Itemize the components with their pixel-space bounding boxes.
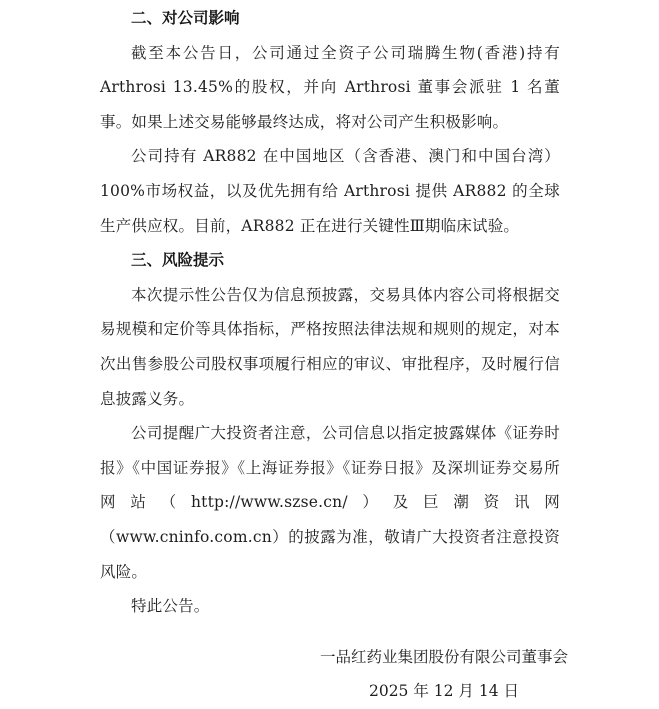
para-ar882-rights: 公司持有 AR882 在中国地区（含香港、澳门和中国台湾）100%市场权益，以及优先拥有给 Arthrosi 提供 AR882 的全球生产供应权。目前，AR882 正在进行关键性Ⅲ期临床试验。 [100, 147, 560, 235]
announcement-date: 2025 年 12 月 14 日 [368, 682, 519, 701]
board-signature: 一品红药业集团股份有限公司董事会 [319, 647, 568, 666]
para-media-disclosure: 公司提醒广大投资者注意，公司信息以指定披露媒体《证券时报》《中国证券报》《上海证券报》《证券日报》及深圳证券交易所网站（http://www.szse.cn/）及巨潮资讯网（www.cninfo.com.cn）的披露为准，敬请广大投资者注意投资风险。 [100, 424, 560, 581]
closing-block [320, 640, 568, 709]
para-hereby-announce: 特此公告。 [131, 597, 210, 616]
heading-section-company-impact: 二、对公司影响 [131, 8, 240, 27]
para-risk-disclosure: 本次提示性公告仅为信息预披露，交易具体内容公司将根据交易规模和定价等具体指标，严格按照法律法规和规则的规定，对本次出售参股公司股权事项履行相应的审议、审批程序，及时履行信息披露义务。 [100, 285, 560, 408]
heading-section-risk-notice: 三、风险提示 [131, 250, 225, 270]
para-arthrosi-stake: 截至本公告日，公司通过全资子公司瑞腾生物(香港)持有 Arthrosi 13.45%的股权，并向 Arthrosi 董事会派驻 1 名董事。如果上述交易能够最终达成，将对公司产生积极影响。 [100, 43, 560, 131]
